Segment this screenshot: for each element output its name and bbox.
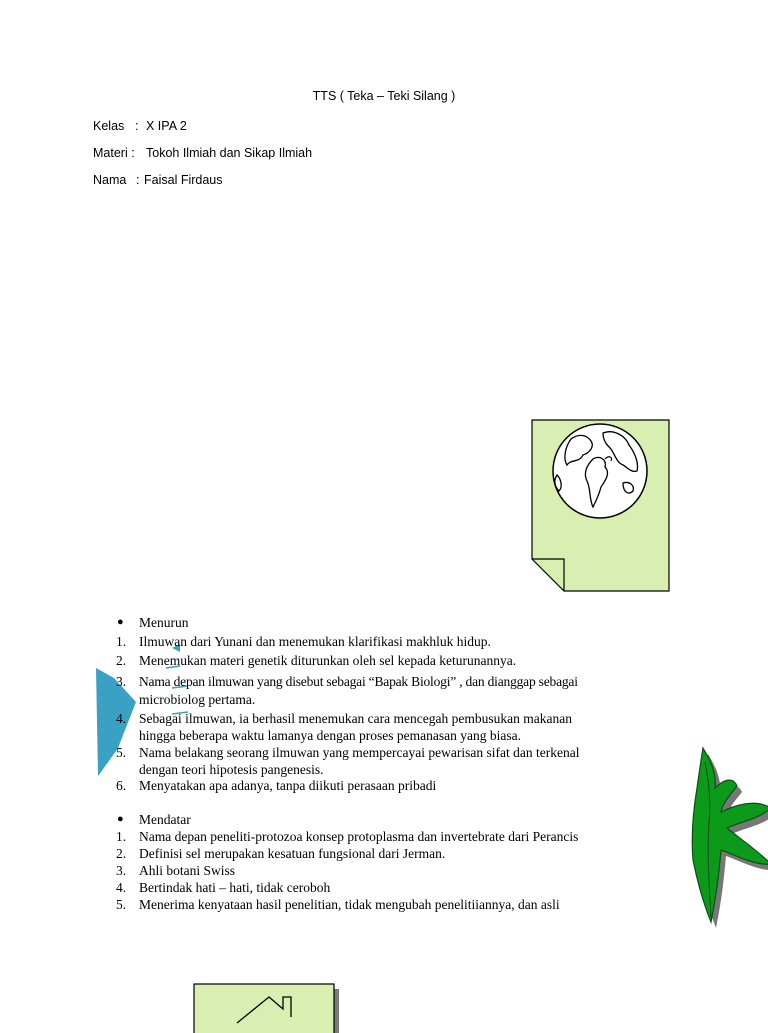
mendatar-item-1-number: 1.: [116, 829, 127, 844]
kelas-value: X IPA 2: [146, 119, 187, 133]
globe-document-icon: [531, 419, 671, 594]
materi-label: Materi :: [93, 146, 135, 160]
mendatar-item-2-text: Definisi sel merupakan kesatuan fungsional dari Jerman.: [139, 846, 446, 861]
nama-value: Faisal Firdaus: [144, 173, 223, 187]
mendatar-item-1-text: Nama depan peneliti-protozoa konsep protoplasma dan invertebrate dari Perancis: [139, 829, 579, 844]
menurun-item-5-number: 5.: [116, 745, 127, 760]
mendatar-item-3-text: Ahli botani Swiss: [139, 863, 236, 878]
page-title: TTS ( Teka – Teki Silang ): [312, 89, 456, 103]
menurun-bullet: ●: [117, 616, 124, 628]
nama-separator: :: [136, 173, 140, 187]
mendatar-item-3-number: 3.: [116, 863, 127, 878]
green-leaf-plant-icon: [675, 742, 768, 932]
menurun-heading: Menurun: [139, 615, 189, 630]
mendatar-item-5-number: 5.: [116, 897, 127, 912]
menurun-item-6-text: Menyatakan apa adanya, tanpa diikuti perasaan pribadi: [139, 778, 437, 793]
menurun-item-4-text-line-2: hingga beberapa waktu lamanya dengan proses pemanasan yang biasa.: [139, 728, 521, 743]
mendatar-bullet: ●: [117, 813, 124, 825]
house-document-icon: [193, 983, 343, 1033]
menurun-item-5-text-line-2: dengan teori hipotesis pangenesis.: [139, 762, 324, 777]
menurun-item-1-text: Ilmuwan dari Yunani dan menemukan klarifikasi makhluk hidup.: [139, 634, 491, 649]
menurun-item-4-number: 4.: [116, 711, 127, 726]
menurun-item-3-number: 3.: [116, 674, 127, 689]
menurun-item-4-text-line-1: Sebagai ilmuwan, ia berhasil menemukan cara mencegah pembusukan makanan: [139, 711, 572, 726]
menurun-item-2-number: 2.: [116, 653, 127, 668]
menurun-item-2-text: Menemukan materi genetik diturunkan oleh sel kepada keturunannya.: [139, 653, 517, 668]
nama-label: Nama: [93, 173, 127, 187]
mendatar-item-4-number: 4.: [116, 880, 127, 895]
menurun-item-6-number: 6.: [116, 778, 127, 793]
menurun-item-1-number: 1.: [116, 634, 127, 649]
mendatar-heading: Mendatar: [139, 812, 191, 827]
mendatar-item-5-text: Menerima kenyataan hasil penelitian, tidak mengubah penelitiiannya, dan asli: [139, 897, 560, 912]
menurun-item-5-text-line-1: Nama belakang seorang ilmuwan yang mempercayai pewarisan sifat dan terkenal: [139, 745, 580, 760]
menurun-item-3-text-line-1: Nama depan ilmuwan yang disebut sebagai “Bapak Biologi” , dan dianggap sebagai: [139, 674, 578, 689]
mendatar-item-4-text: Bertindak hati – hati, tidak ceroboh: [139, 880, 331, 895]
kelas-separator: :: [135, 119, 139, 133]
mendatar-item-2-number: 2.: [116, 846, 127, 861]
kelas-label: Kelas: [93, 119, 125, 133]
materi-value: Tokoh Ilmiah dan Sikap Ilmiah: [146, 146, 313, 160]
menurun-item-3-text-line-2: microbiolog pertama.: [139, 692, 256, 707]
